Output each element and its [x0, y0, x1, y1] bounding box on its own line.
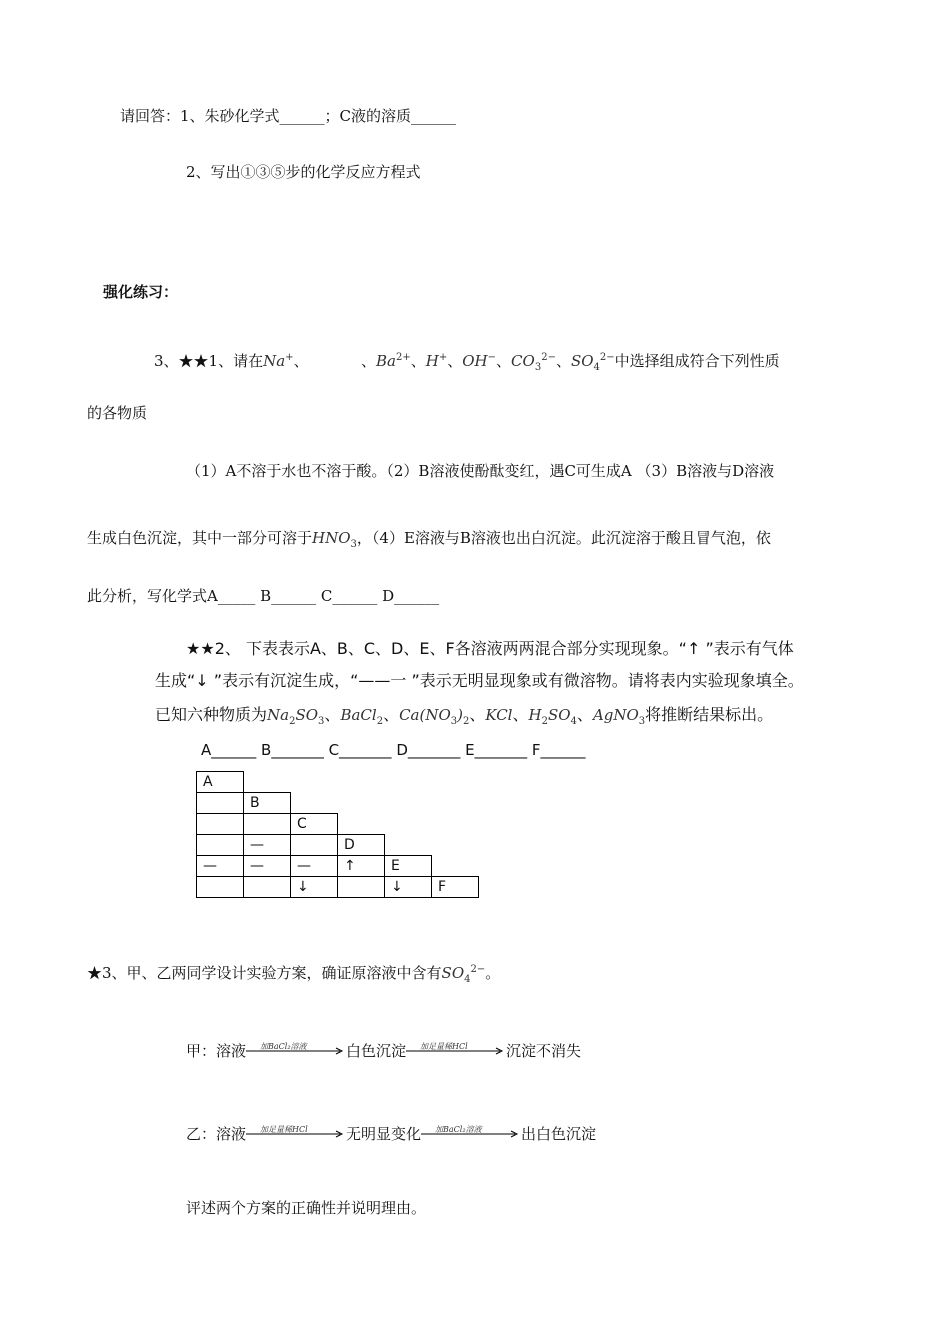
jia-end: 沉淀不消失 [506, 1042, 582, 1060]
scheme-jia [186, 1041, 581, 1061]
q3-line3: （1）A不溶于水也不溶于酸。（2）B溶液使酚酞变红，遇C可生成A （3）B溶液与D溶液 [186, 462, 775, 480]
yi-arrow-2 [421, 1124, 521, 1144]
table-cell: D [338, 835, 385, 856]
table-cell: — [197, 856, 244, 877]
table-empty-cell [338, 814, 385, 835]
formula-na-ion: Na+ [263, 352, 294, 370]
table-cell [244, 877, 291, 898]
table-empty-cell [385, 793, 432, 814]
table-empty-cell [432, 835, 479, 856]
formula-hno3: $HNO_3$ [312, 529, 357, 550]
table-cell: — [244, 856, 291, 877]
q3b-line1-end: 。 [485, 964, 501, 982]
table-row [197, 877, 479, 898]
formula-na2so3: $Na_2SO_3$ [267, 706, 325, 727]
evaluation-question: 评述两个方案的正确性并说明理由。 [186, 1199, 427, 1217]
table-cell [197, 835, 244, 856]
table-row [197, 835, 479, 856]
scheme-yi [186, 1124, 596, 1144]
jia-arrow-2 [406, 1041, 506, 1061]
reaction-arrow-icon [246, 1130, 346, 1138]
table-empty-cell [432, 793, 479, 814]
table-empty-cell [291, 793, 338, 814]
q2-line2: 生成“↓ ”表示有沉淀生成，“——一 ”表示无明显现象或有微溶物。请将表内实验现象填全。 [155, 671, 804, 690]
table-row [197, 814, 479, 835]
table-cell: — [244, 835, 291, 856]
table-empty-cell [385, 835, 432, 856]
yi-end: 出白色沉淀 [521, 1125, 597, 1143]
table-cell: C [291, 814, 338, 835]
table-empty-cell [432, 814, 479, 835]
q3-line5: 此分析，写化学式A_____ B______ C______ D______ [87, 587, 440, 605]
q3-line4-a: 生成白色沉淀，其中一部分可溶于 [87, 529, 313, 547]
formula-bacl2: BaCl$_2$ [340, 706, 384, 727]
table-cell: ↓ [291, 877, 338, 898]
q3b-line1 [87, 960, 500, 990]
table-cell [338, 877, 385, 898]
table-cell [197, 877, 244, 898]
q2-line3: 已知六种物质为$Na_2SO_3$、BaCl$_2$、$Ca(NO_3)_2$、KCl、$H_2SO_4$、AgNO$_3$将推断结果标出。 [155, 705, 774, 727]
formula-cano32: $Ca(NO_3)_2$ [399, 706, 470, 727]
formula-co3-ion: $CO_3^{2-}$ [511, 352, 556, 373]
table-empty-cell [338, 772, 385, 793]
table-cell [244, 814, 291, 835]
table-empty-cell [338, 793, 385, 814]
q2-line1: ★★2、 下表表示A、B、C、D、E、F各溶液两两混合部分实现现象。“↑ ”表示有气体 [186, 639, 794, 658]
q2-line3-b: 将推断结果标出。 [645, 705, 774, 724]
yi-mid: 无明显变化 [346, 1125, 422, 1143]
formula-ba-ion: $Ba^{2+}$ [376, 352, 411, 370]
table-row [197, 856, 479, 877]
jia-label: 甲：溶液 [186, 1042, 247, 1060]
yi-step1-condition: 加足量稀HCl [260, 1125, 308, 1134]
table-row [197, 793, 479, 814]
jia-step2-condition: 加足量稀HCl [420, 1042, 468, 1051]
table-cell: ↑ [338, 856, 385, 877]
q3-line4 [87, 528, 771, 555]
q3-line1: 3、★★1、请在Na+、 、$Ba^{2+}$、H+、OH−、$CO_3^{2-}$、$SO_4^{2-}$中选择组成符合下列性质 [154, 352, 780, 373]
q3-line2: 的各物质 [87, 404, 148, 422]
formula-h2so4: $H_2SO_4$ [528, 706, 577, 727]
jia-mid: 白色沉淀 [346, 1042, 407, 1060]
answer-prompt-line: 请回答：1、朱砂化学式______；C液的溶质______ [120, 107, 457, 125]
table-cell: A [197, 772, 244, 793]
formula-oh-ion: OH− [462, 352, 497, 370]
table-row [197, 772, 479, 793]
table-cell: F [432, 877, 479, 898]
table-cell: E [385, 856, 432, 877]
yi-label: 乙：溶液 [186, 1125, 247, 1143]
table-empty-cell [244, 772, 291, 793]
table-empty-cell [432, 772, 479, 793]
table-cell: ↓ [385, 877, 432, 898]
reaction-arrow-icon [246, 1047, 346, 1055]
q3b-line1-text: ★3、甲、乙两同学设计实验方案，确证原溶液中含有 [87, 964, 442, 982]
q2-answer-blanks: A______ B_______ C_______ D_______ E_______ F______ [201, 741, 586, 759]
reaction-table [196, 771, 479, 898]
q2-line3-a: 已知六种物质为 [155, 705, 268, 724]
formula-kcl: KCl [485, 706, 513, 724]
formula-so4-ion: $SO_4^{2-}$ [570, 352, 615, 373]
reaction-arrow-icon [421, 1130, 521, 1138]
table-cell: B [244, 793, 291, 814]
formula-agno3: AgNO$_3$ [592, 706, 646, 727]
jia-step1-condition: 加BaCl₂溶液 [260, 1042, 307, 1051]
yi-arrow-1 [246, 1124, 346, 1144]
q3-suffix: 中选择组成符合下列性质 [614, 352, 780, 370]
table-empty-cell [385, 772, 432, 793]
table-empty-cell [291, 772, 338, 793]
yi-step2-condition: 加BaCl₂溶液 [435, 1125, 482, 1134]
table-cell [197, 793, 244, 814]
formula-h-ion: H+ [425, 352, 448, 370]
table-cell [291, 835, 338, 856]
formula-so4-ion-2: $SO_4^{2-}$ [441, 964, 486, 985]
reaction-arrow-icon [406, 1047, 506, 1055]
table-empty-cell [432, 856, 479, 877]
q3-prefix: 3、★★1、请在 [154, 352, 264, 370]
q3-line4-b: ，（4）E溶液与B溶液也出白沉淀。此沉淀溶于酸且冒气泡，依 [356, 529, 771, 547]
section-title: 强化练习： [103, 283, 179, 301]
equation-prompt-line: 2、写出①③⑤步的化学反应方程式 [186, 163, 421, 181]
table-cell [197, 814, 244, 835]
table-cell: — [291, 856, 338, 877]
table-empty-cell [385, 814, 432, 835]
jia-arrow-1 [246, 1041, 346, 1061]
